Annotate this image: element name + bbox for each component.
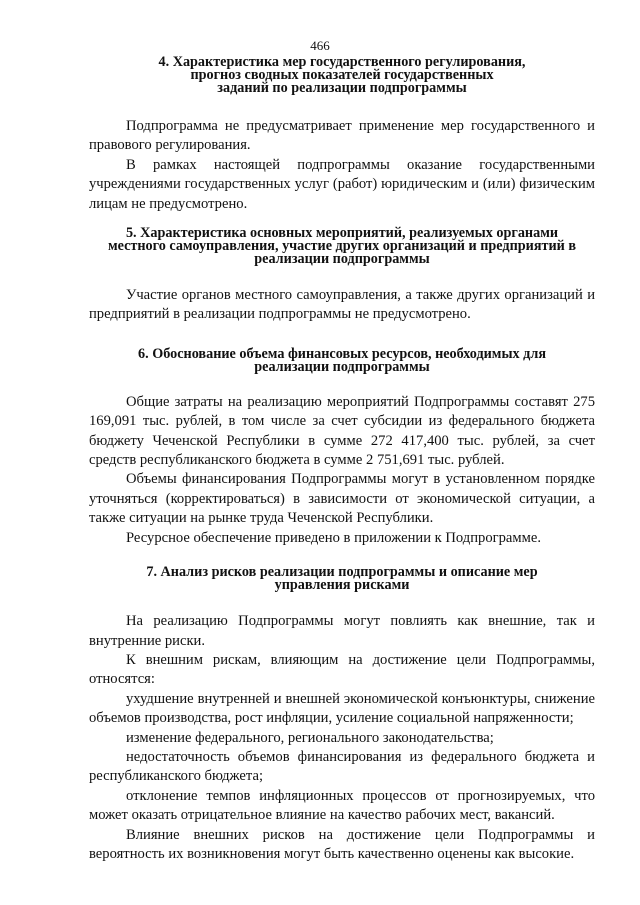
heading-line: 6. Обоснование объема финансовых ресурсов, необходимых для	[138, 345, 546, 362]
paragraph: Объемы финансирования Подпрограммы могут в установленном порядке уточняться (корректироваться) в зависимости от экономической ситуации, а также ситуации на рынке труда Чеченской Республики.	[89, 471, 595, 527]
page-number: 466	[310, 38, 330, 53]
paragraph: недостаточность объемов финансирования из федерального бюджета и республиканского бюджета;	[89, 748, 595, 785]
paragraph: В рамках настоящей подпрограммы оказание государственными учреждениями государственных услуг (работ) юридическим и (или) физическим лицам не предусмотрено.	[89, 156, 595, 212]
section-heading	[89, 566, 595, 592]
section-7	[89, 566, 595, 864]
heading-line: реализации подпрограммы	[254, 251, 430, 268]
section-heading	[89, 345, 595, 375]
heading-line: 4. Характеристика мер государственного регулирования,	[158, 54, 526, 70]
paragraph: Ресурсное обеспечение приведено в приложении к Подпрограмме.	[126, 529, 541, 546]
section-4	[89, 56, 595, 214]
heading-line: прогноз сводных показателей государственных	[190, 67, 494, 83]
paragraph: Подпрограмма не предусматривает применение мер государственного и правового регулирования.	[89, 118, 595, 154]
section-heading	[89, 227, 595, 266]
heading-line: управления рисками	[274, 577, 410, 594]
document-body	[89, 56, 595, 864]
section-heading	[89, 56, 595, 95]
heading-line: 5. Характеристика основных мероприятий, реализуемых органами	[125, 225, 559, 242]
paragraph: На реализацию Подпрограммы могут повлиять как внешние, так и внутренние риски.	[89, 613, 595, 649]
paragraph: К внешним рискам, влияющим на достижение цели Подпрограммы, относятся:	[89, 651, 595, 688]
paragraph: изменение федерального, регионального законодательства;	[126, 729, 494, 746]
heading-line: реализации подпрограммы	[254, 358, 430, 375]
paragraph: ухудшение внутренней и внешней экономической конъюнктуры, снижение объемов производства, рост инфляции, усиление социальной напряженности;	[89, 690, 595, 727]
section-6	[89, 345, 595, 548]
section-5	[89, 227, 595, 325]
paragraph: Влияние внешних рисков на достижение цели Подпрограммы и вероятность их возникновения могут быть качественно оценены как высокие.	[89, 826, 595, 862]
paragraph: Участие органов местного самоуправления, а также других организаций и предприятий в реализации подпрограммы не предусмотрено.	[89, 287, 595, 323]
paragraph: Общие затраты на реализацию мероприятий Подпрограммы составят 275 169,091 тыс. рублей, в том числе за счет субсидии из федерального бюджета бюджету Чеченской Республики в сумме 272 417,400 тыс. рублей, за счет средств республиканского бюджета в сумме 2 751,691 тыс. рублей.	[89, 393, 595, 469]
heading-line: местного самоуправления, участие других организаций и предприятий в	[107, 238, 577, 255]
paragraph: отклонение темпов инфляционных процессов от прогнозируемых, что может оказать отрицательное влияние на качество рабочих мест, вакансий.	[89, 787, 595, 824]
heading-line: 7. Анализ рисков реализации подпрограммы и описание мер	[146, 564, 538, 581]
heading-line: заданий по реализации подпрограммы	[217, 80, 467, 96]
